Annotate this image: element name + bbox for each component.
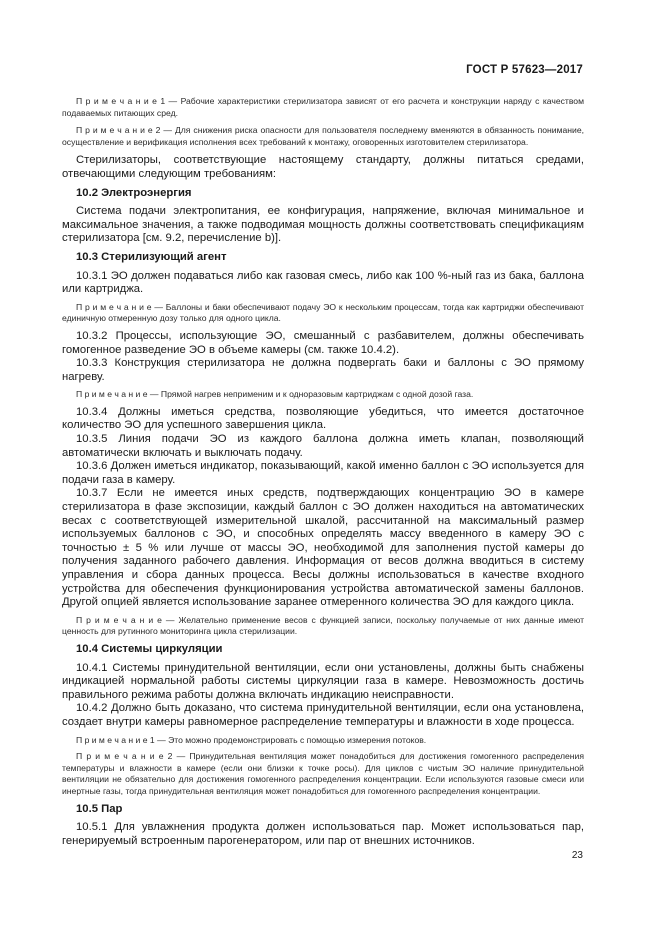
note-10-4-1 (62, 735, 584, 747)
section-heading-10-2: 10.2 Электроэнергия (76, 186, 192, 199)
paragraph-10-3-6: 10.3.6 Должен иметься индикатор, показывающий, какой именно баллон с ЭО используется для подачи газа в камеру. (62, 460, 584, 486)
note-text: Прямой нагрев неприменим и к одноразовым картриджам с одной дозой газа. (160, 389, 474, 400)
section-heading-10-5: 10.5 Пар (76, 802, 123, 815)
paragraph-10-3-5: 10.3.5 Линия подачи ЭО из каждого баллона должна иметь клапан, позволяющий автоматически включать и выключать подачу. (62, 433, 584, 459)
paragraph-10-4-1: 10.4.1 Системы принудительной вентиляции, если они установлены, должны быть снабжены индикацией нормальной работы системы циркуляции газа в камере. Невозможность достичь правильного режима работы должна включать индикацию неисправности. (62, 661, 584, 701)
paragraph-10-3-7: 10.3.7 Если не имеется иных средств, подтверждающих концентрацию ЭО в камере стерилизатора в фазе экспозиции, каждый баллон с ЭО должен находиться на автоматических весах с соответствующей измерительной шкалой, рассчитанной на максимальный размер используемых баллонов с ЭО, и способных определять массу введенного в камеру ЭО с точностью ± 5 % или лучше от массы ЭО, необходимой для заполнения пустой камеры до получения заданного рабочего давления. Информация от весов должна вводиться в систему управления и сбора данных процесса. Весы должны использоваться в качестве входного устройства для обеспечения функционирования устройства автоматической замены баллонов. Другой опцией является использование заранее отмеренного количества ЭО для каждого цикла. (62, 487, 584, 609)
paragraph-10-3-3: 10.3.3 Конструкция стерилизатора не должна подвергать баки и баллоны с ЭО прямому нагреву. (62, 357, 584, 383)
paragraph-10-4-2: 10.4.2 Должно быть доказано, что система принудительной вентиляции, если она установлена, создает внутри камеры равномерное распределение температуры и влажности в ходе процесса. (62, 702, 584, 728)
note-label: П р и м е ч а н и е — (76, 389, 159, 400)
page-number: 23 (571, 850, 583, 861)
note-label: П р и м е ч а н и е — (76, 301, 163, 312)
document-code: ГОСТ Р 57623—2017 (466, 64, 583, 76)
section-heading-10-4: 10.4 Системы циркуляции (76, 642, 223, 655)
note-text: Принудительная вентиляция может понадобиться для достижения гомогенного распределения температуры и влажности в камере (если они близки к точке росы). Для циклов с чистым ЭО наличие принудительной вентиляции не обязательно для достижения гомогенного распределения концентрации. Если используются газовые смеси или инертные газы, тогда принудительная вентиляция может понадобиться для гомогенного распределения концентрации. (62, 751, 584, 796)
note-label: П р и м е ч а н и е 1 — (76, 96, 178, 106)
note-10-3-1 (62, 302, 584, 325)
note-label: П р и м е ч а н и е — (76, 614, 175, 625)
paragraph-10-3-2: 10.3.2 Процессы, использующие ЭО, смешанный с разбавителем, должны обеспечивать гомогенное разведение ЭО в объеме камеры (см. также 10.4.2). (62, 329, 584, 356)
intro-paragraph: Стерилизаторы, соответствующие настоящему стандарту, должны питаться средами, отвечающими следующим требованиям: (62, 154, 584, 180)
page-body (62, 96, 584, 848)
note-10-4-2 (62, 751, 584, 797)
note-text: Это можно продемонстрировать с помощью измерения потоков. (168, 734, 427, 745)
paragraph-10-5-1: 10.5.1 Для увлажнения продукта должен использоваться пар. Может использоваться пар, генерируемый встроенным парогенератором, или пар от внешних источников. (62, 821, 584, 847)
note-1 (62, 96, 584, 119)
note-2 (62, 125, 584, 148)
note-text: Для снижения риска опасности для пользователя последнему вменяются в обязанность понимание, осуществление и верификация исполнения всех требований к монтажу, оговоренных изготовителем стерилизатора. (62, 125, 584, 147)
note-label: П р и м е ч а н и е 1 — (76, 734, 166, 745)
note-10-3-3 (62, 389, 584, 401)
note-10-3-7 (62, 615, 584, 638)
paragraph-10-3-1: 10.3.1 ЭО должен подаваться либо как газовая смесь, либо как 100 %-ный газ из бака, баллона или картриджа. (62, 269, 584, 296)
section-heading-10-3: 10.3 Стерилизующий агент (76, 250, 227, 263)
paragraph-10-2: Система подачи электропитания, ее конфигурация, напряжение, включая минимальное и максимальное значения, а также подводимая мощность должны соответствовать спецификациям стерилизатора [см. 9.2, перечисление b)]. (62, 205, 584, 245)
note-label: П р и м е ч а н и е 2 — (76, 751, 186, 762)
paragraph-10-3-4: 10.3.4 Должны иметься средства, позволяющие убедиться, что имеется достаточное количество ЭО для успешного завершения цикла. (62, 405, 584, 432)
note-text: Рабочие характеристики стерилизатора зависят от его расчета и конструкции наряду с качеством подаваемых питающих сред. (62, 96, 584, 118)
note-text: Желательно применение весов с функцией записи, поскольку получаемые от них данные имеют ценность для рутинного мониторинга цикла стерилизации. (62, 614, 585, 637)
note-label: П р и м е ч а н и е 2 — (76, 125, 172, 136)
note-text: Баллоны и баки обеспечивают подачу ЭО к нескольким процессам, тогда как картриджи обеспечивают единичную отмеренную дозу только для одного цикла. (62, 301, 585, 324)
